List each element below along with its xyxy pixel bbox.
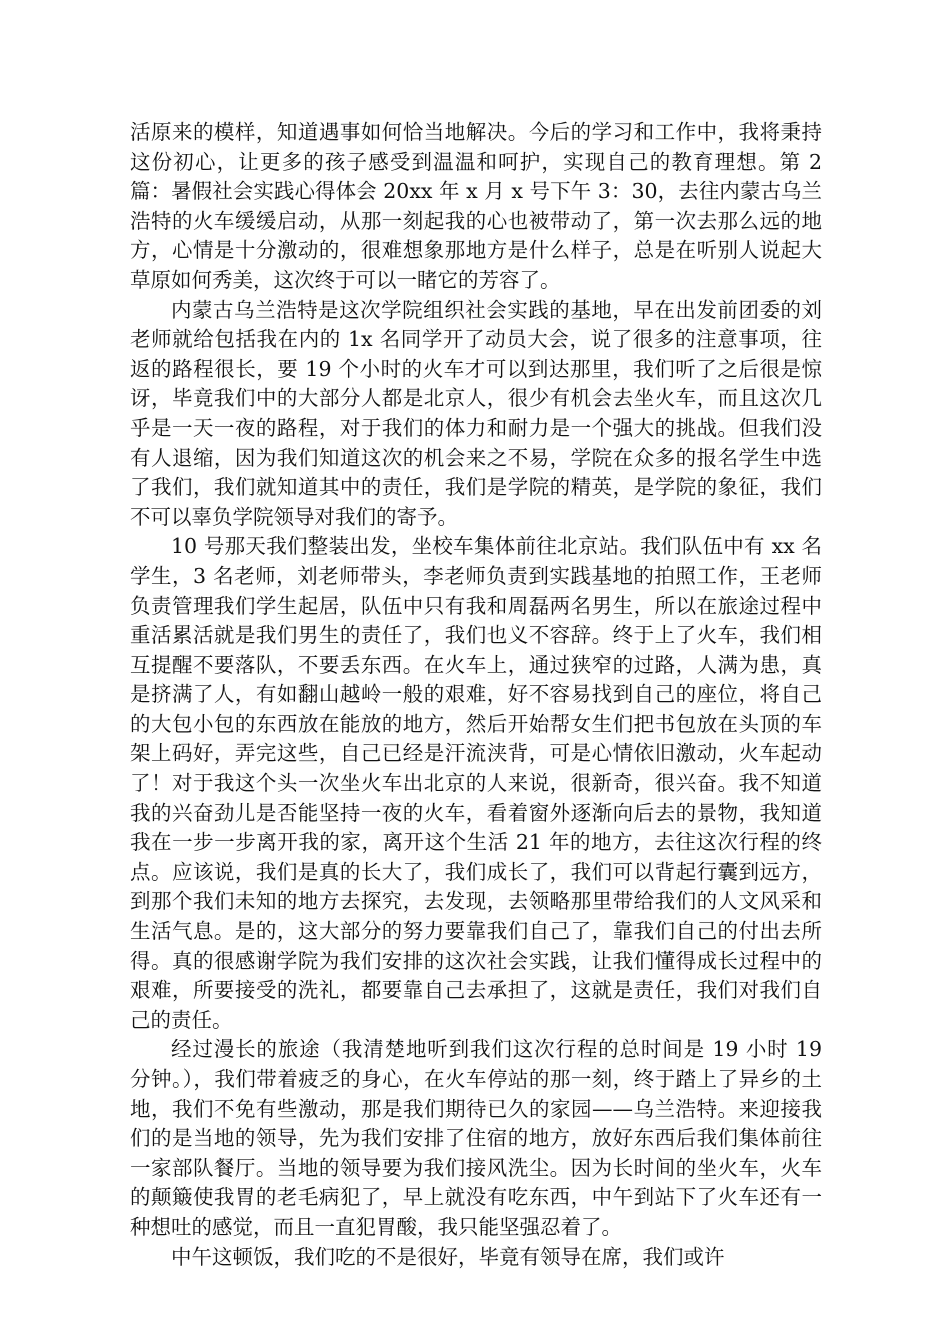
document-body bbox=[130, 118, 822, 1272]
paragraph-4: 经过漫长的旅途（我清楚地听到我们这次行程的总时间是 19 小时 19 分钟。），我们带着疲乏的身心，在火车停站的那一刻，终于踏上了异乡的土地，我们不免有些激动，那是我们期待已久的家园——乌兰浩特。来迎接我们的是当地的领导，先为我们安排了住宿的地方，放好东西后我们集体前往一家部队餐厅。当地的领导要为我们接风洗尘。因为长时间的坐火车，火车的颠簸使我胃的老毛病犯了，早上就没有吃东西，中午到站下了火车还有一种想吐的感觉，而且一直犯胃酸，我只能坚强忍着了。 bbox=[130, 1037, 822, 1239]
paragraph-3: 10 号那天我们整装出发，坐校车集体前往北京站。我们队伍中有 xx 名学生，3 名老师，刘老师带头，李老师负责到实践基地的拍照工作，王老师负责管理我们学生起居，队伍中只有我和周磊两名男生，所以在旅途过程中重活累活就是我们男生的责任了，我们也义不容辞。终于上了火车，我们相互提醒不要落队，不要丢东西。在火车上，通过狭窄的过路，人满为患，真是挤满了人，有如翻山越岭一般的艰难，好不容易找到自己的座位，将自己的大包小包的东西放在能放的地方，然后开始帮女生们把书包放在头顶的车架上码好，弄完这些，自己已经是汗流浃背，可是心情依旧激动，火车起动了！对于我这个头一次坐火车出北京的人来说，很新奇，很兴奋。我不知道我的兴奋劲儿是否能坚持一夜的火车，看着窗外逐渐向后去的景物，我知道我在一步一步离开我的家，离开这个生活 21 年的地方，去往这次行程的终点。应该说，我们是真的长大了，我们成长了，我们可以背起行囊到远方，到那个我们未知的地方去探究，去发现，去领略那里带给我们的人文风采和生活气息。是的，这大部分的努力要靠我们自己了，靠我们自己的付出去所得。真的很感谢学院为我们安排的这次社会实践，让我们懂得成长过程中的艰难，所要接受的洗礼，都要靠自己去承担了，这就是责任，我们对我们自己的责任。 bbox=[130, 534, 822, 1032]
paragraph-5: 中午这顿饭，我们吃的不是很好，毕竟有领导在席，我们或许 bbox=[171, 1244, 725, 1269]
paragraph-1: 活原来的模样，知道遇事如何恰当地解决。今后的学习和工作中，我将秉持这份初心，让更多的孩子感受到温温和呵护，实现自己的教育理想。第 2 篇：暑假社会实践心得体会 20xx 年 x 月 x 号下午 3：30，去往内蒙古乌兰浩特的火车缓缓启动，从那一刻起我的心也被带动了，第一次去那么远的地方，心情是十分激动的，很难想象那地方是什么样子，总是在听别人说起大草原如何秀美，这次终于可以一睹它的芳容了。 bbox=[130, 120, 822, 292]
paragraph-2: 内蒙古乌兰浩特是这次学院组织社会实践的基地，早在出发前团委的刘老师就给包括我在内的 1x 名同学开了动员大会，说了很多的注意事项，往返的路程很长，要 19 个小时的火车才可以到达那里，我们听了之后很是惊讶，毕竟我们中的大部分人都是北京人，很少有机会去坐火车，而且这次几乎是一天一夜的路程，对于我们的体力和耐力是一个强大的挑战。但我们没有人退缩，因为我们知道这次的机会来之不易，学院在众多的报名学生中选了我们，我们就知道其中的责任，我们是学院的精英，是学院的象征，我们不可以辜负学院领导对我们的寄予。 bbox=[130, 297, 822, 529]
